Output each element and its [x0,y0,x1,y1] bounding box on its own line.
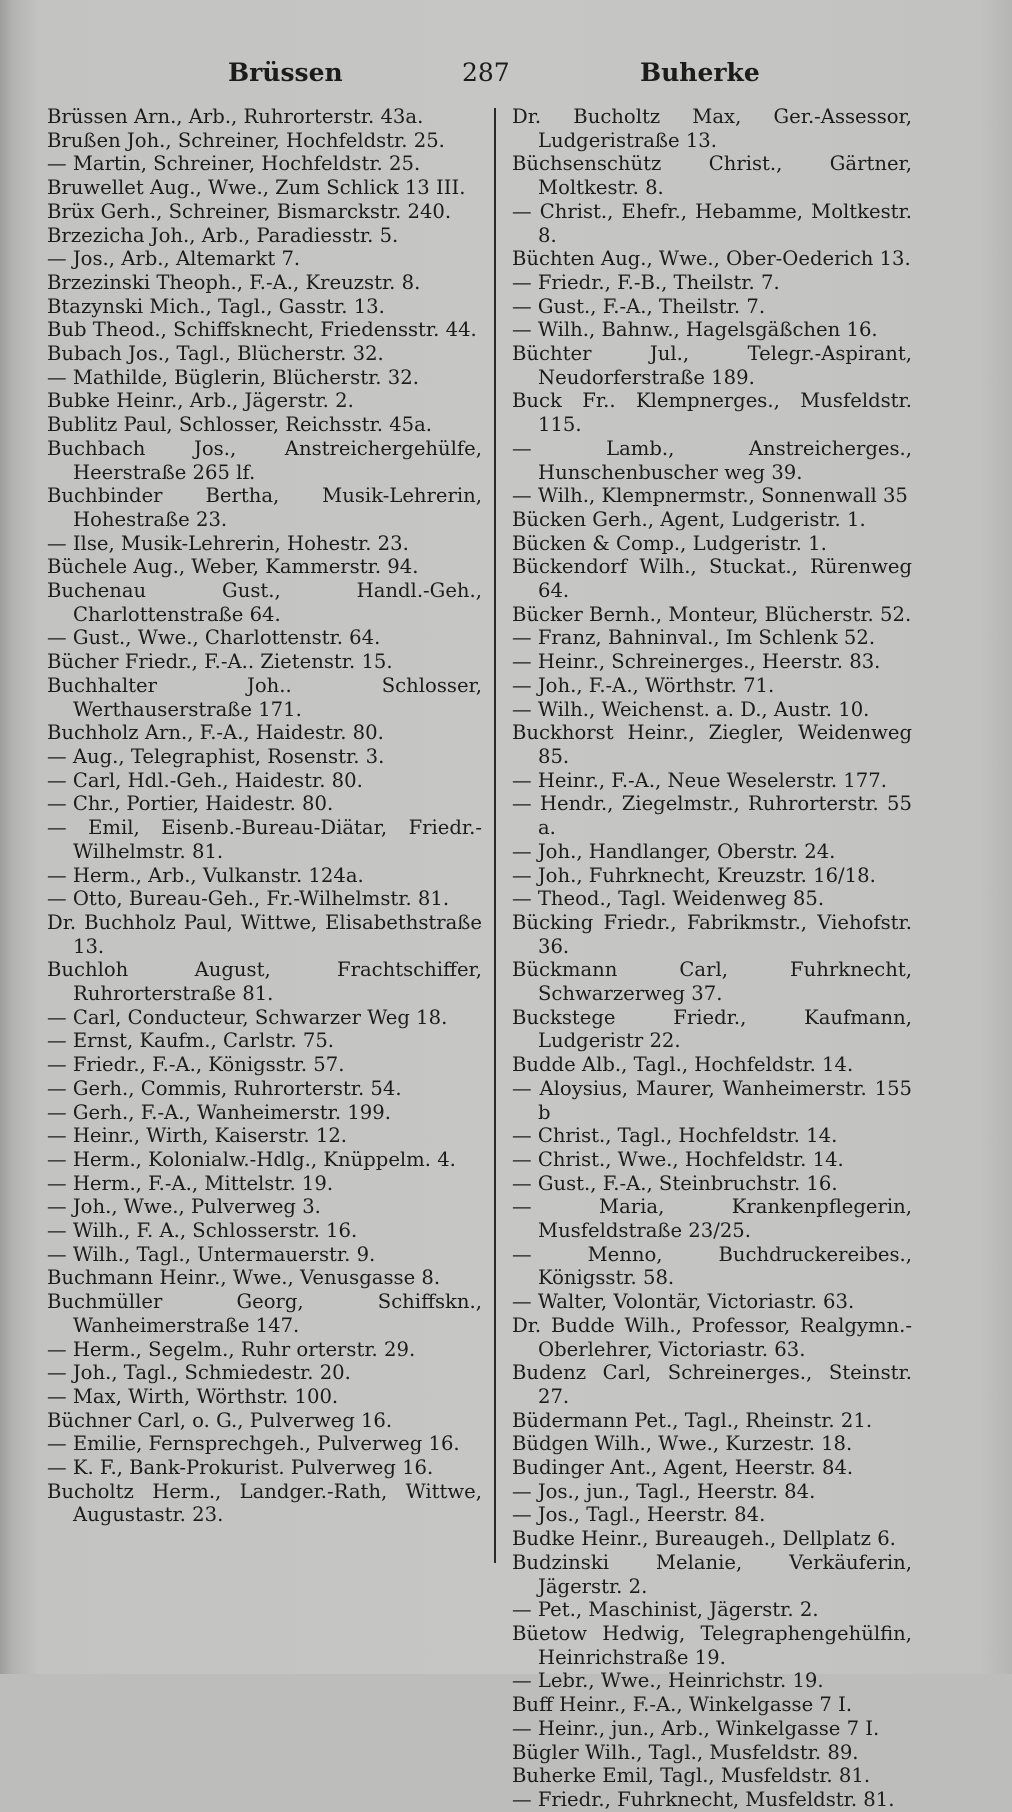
directory-entry: — Gerh., F.-A., Wanheimerstr. 199. [47,1100,391,1124]
directory-entry: — Jos., Tagl., Heerstr. 84. [512,1503,766,1527]
directory-entry: Dr. Budde Wilh., Professor, Realgymn.-Oberlehrer, Victoriastr. 63. [512,1313,912,1361]
directory-entry: — Max, Wirth, Wörthstr. 100. [47,1384,339,1408]
directory-entry: Büchele Aug., Weber, Kammerstr. 94. [47,555,419,579]
right-column [512,105,912,1812]
directory-entry: Dr. Buchholz Paul, Wittwe, Elisabethstraße 13. [47,910,482,958]
directory-entry: — Martin, Schreiner, Hochfeldstr. 25. [47,152,421,176]
directory-entry: — Pet., Maschinist, Jägerstr. 2. [512,1598,819,1622]
directory-entry: — Walter, Volontär, Victoriastr. 63. [512,1290,855,1314]
directory-entry: Büchsenschütz Christ., Gärtner, Moltkestr. 8. [512,152,912,200]
directory-entry: — Wilh., F. A., Schlosserstr. 16. [47,1219,358,1243]
directory-entry: — Jos., Arb., Altemarkt 7. [47,247,301,271]
directory-entry: — Christ., Ehefr., Hebamme, Moltkestr. 8. [512,199,912,247]
directory-entry: — Herm., Arb., Vulkanstr. 124a. [47,863,364,887]
directory-entry: Buchhalter Joh.. Schlosser, Werthauserstraße 171. [47,673,482,721]
directory-entry: Buchbinder Bertha, Musik-Lehrerin, Hohestraße 23. [47,484,482,531]
column-divider [494,108,496,1563]
directory-entry: — Aug., Telegraphist, Rosenstr. 3. [47,744,385,768]
directory-entry: Bücking Friedr., Fabrikmstr., Viehofstr. 36. [512,910,912,958]
directory-entry: Büetow Hedwig, Telegraphengehülfin, Heinrichstraße 19. [512,1622,912,1669]
directory-entry: Budde Alb., Tagl., Hochfeldstr. 14. [512,1053,854,1077]
header-right-catchword: Buherke [640,58,760,87]
directory-entry: Büdermann Pet., Tagl., Rheinstr. 21. [512,1408,873,1432]
directory-entry: Buchholz Arn., F.-A., Haidestr. 80. [47,721,384,745]
directory-entry: Büdgen Wilh., Wwe., Kurzestr. 18. [512,1432,853,1456]
directory-entry: Buchmann Heinr., Wwe., Venusgasse 8. [47,1266,441,1290]
directory-entry: — Wilh., Weichenst. a. D., Austr. 10. [512,697,870,721]
directory-entry: Buckhorst Heinr., Ziegler, Weidenweg 85. [512,721,912,768]
directory-entry: Bub Theod., Schiffsknecht, Friedensstr. 44. [47,318,477,342]
directory-entry: Bückmann Carl, Fuhrknecht, Schwarzerweg 37. [512,958,912,1006]
directory-entry: — Hendr., Ziegelmstr., Ruhrorterstr. 55 a. [512,792,912,840]
directory-entry: — Herm., Segelm., Ruhr orterstr. 29. [47,1337,416,1361]
directory-entry: — Heinr., jun., Arb., Winkelgasse 7 I. [512,1716,880,1740]
directory-entry: — Gust., F.-A., Steinbruchstr. 16. [512,1171,838,1195]
directory-entry: — Ernst, Kaufm., Carlstr. 75. [47,1029,335,1053]
left-column [47,105,482,1527]
directory-entry: — Wilh., Bahnw., Hagelsgäßchen 16. [512,318,878,342]
directory-entry: Budke Heinr., Bureaugeh., Dellplatz 6. [512,1527,896,1551]
directory-entry: — Jos., jun., Tagl., Heerstr. 84. [512,1479,816,1503]
directory-entry: — Joh., Handlanger, Oberstr. 24. [512,839,836,863]
directory-entry: — Gerh., Commis, Ruhrorterstr. 54. [47,1076,402,1100]
directory-entry: Bruwellet Aug., Wwe., Zum Schlick 13 III. [47,176,466,200]
directory-entry: — Emilie, Fernsprechgeh., Pulverweg 16. [47,1432,460,1456]
directory-entry: — Christ., Wwe., Hochfeldstr. 14. [512,1147,844,1171]
directory-entry: — Herm., Kolonialw.-Hdlg., Knüppelm. 4. [47,1147,456,1171]
directory-entry: Bubach Jos., Tagl., Blücherstr. 32. [47,342,384,366]
directory-entry: — Carl, Hdl.-Geh., Haidestr. 80. [47,768,363,792]
directory-entry: Budinger Ant., Agent, Heerstr. 84. [512,1456,854,1480]
directory-entry: — Wilh., Tagl., Untermauerstr. 9. [47,1242,376,1266]
directory-entry: Bügler Wilh., Tagl., Musfeldstr. 89. [512,1740,859,1764]
directory-entry: Buckstege Friedr., Kaufmann, Ludgeristr 22. [512,1005,912,1053]
directory-entry: — Ilse, Musik-Lehrerin, Hohestr. 23. [47,531,409,555]
directory-entry: — Joh., Wwe., Pulverweg 3. [47,1195,321,1219]
directory-entry: — Joh., F.-A., Wörthstr. 71. [512,673,775,697]
directory-entry: — K. F., Bank-Prokurist. Pulverweg 16. [47,1456,434,1480]
directory-entry: Buchloh August, Frachtschiffer, Ruhrorterstraße 81. [47,958,482,1006]
directory-entry: Bücher Friedr., F.-A.. Zietenstr. 15. [47,650,393,674]
directory-entry: — Friedr., F.-A., Königsstr. 57. [47,1053,345,1077]
directory-entry: — Friedr., F.-B., Theilstr. 7. [512,270,780,294]
directory-entry: Buherke Emil, Tagl., Musfeldstr. 81. [512,1764,871,1788]
directory-entry: Bubke Heinr., Arb., Jägerstr. 2. [47,389,354,413]
directory-entry: — Emil, Eisenb.-Bureau-Diätar, Friedr.-Wilhelmstr. 81. [47,816,482,863]
directory-entry: Buchbach Jos., Anstreichergehülfe, Heerstraße 265 lf. [47,436,482,484]
directory-entry: — Lebr., Wwe., Heinrichstr. 19. [512,1669,824,1693]
directory-entry: — Herm., F.-A., Mittelstr. 19. [47,1171,334,1195]
directory-entry: Buck Fr.. Klempnerges., Musfeldstr. 115. [512,389,912,437]
directory-entry: — Carl, Conducteur, Schwarzer Weg 18. [47,1005,448,1029]
directory-entry: Büchter Jul., Telegr.-Aspirant, Neudorferstraße 189. [512,342,912,389]
header-left-catchword: Brüssen [228,58,343,87]
directory-entry: Buchmüller Georg, Schiffskn., Wanheimerstraße 147. [47,1290,482,1337]
directory-entry: Brußen Joh., Schreiner, Hochfeldstr. 25. [47,128,445,152]
directory-entry: Btazynski Mich., Tagl., Gasstr. 13. [47,294,385,318]
directory-entry: — Menno, Buchdruckereibes., Königsstr. 58. [512,1242,912,1290]
directory-entry: Büchten Aug., Wwe., Ober-Oederich 13. [512,247,911,271]
page-number: 287 [462,58,510,87]
directory-entry: — Christ., Tagl., Hochfeldstr. 14. [512,1124,838,1148]
directory-entry: — Franz, Bahninval., Im Schlenk 52. [512,626,876,650]
directory-entry: — Heinr., F.-A., Neue Weselerstr. 177. [512,768,887,792]
directory-entry: — Joh., Tagl., Schmiedestr. 20. [47,1361,351,1385]
directory-entry: Bücken Gerh., Agent, Ludgeristr. 1. [512,507,866,531]
directory-entry: — Gust., Wwe., Charlottenstr. 64. [47,626,381,650]
directory-entry: Budzinski Melanie, Verkäuferin, Jägerstr. 2. [512,1550,912,1598]
directory-entry: — Theod., Tagl. Weidenweg 85. [512,887,825,911]
directory-entry: Budenz Carl, Schreinerges., Steinstr. 27. [512,1361,912,1408]
directory-entry: Brüssen Arn., Arb., Ruhrorterstr. 43a. [47,105,424,128]
directory-entry: Bucholtz Herm., Landger.-Rath, Wittwe, Augustastr. 23. [47,1479,482,1527]
directory-entry: — Chr., Portier, Haidestr. 80. [47,792,334,816]
directory-entry: — Lamb., Anstreicherges., Hunschenbuscher weg 39. [512,436,912,484]
directory-entry: — Friedr., Fuhrknecht, Musfeldstr. 81. [512,1787,895,1811]
directory-entry: Buchenau Gust., Handl.-Geh., Charlottenstraße 64. [47,579,482,626]
directory-entry: — Maria, Krankenpflegerin, Musfeldstraße 23/25. [512,1195,912,1243]
directory-entry: Buff Heinr., F.-A., Winkelgasse 7 I. [512,1693,853,1717]
directory-entry: — Gust., F.-A., Theilstr. 7. [512,294,766,318]
directory-entry: Bublitz Paul, Schlosser, Reichsstr. 45a. [47,413,433,437]
directory-entry: Brüx Gerh., Schreiner, Bismarckstr. 240. [47,199,452,223]
directory-entry: — Aloysius, Maurer, Wanheimerstr. 155 b [512,1076,912,1124]
directory-entry: — Wilh., Klempnermstr., Sonnenwall 35 [512,484,908,508]
directory-entry: Büchner Carl, o. G., Pulverweg 16. [47,1408,393,1432]
directory-entry: Bücker Bernh., Monteur, Blücherstr. 52. [512,602,912,626]
directory-entry: — Heinr., Schreinerges., Heerstr. 83. [512,650,881,674]
page-header [0,58,1012,92]
directory-entry: Bückendorf Wilh., Stuckat., Rürenweg 64. [512,555,912,603]
directory-entry: Brzezicha Joh., Arb., Paradiesstr. 5. [47,223,399,247]
directory-entry: — Joh., Fuhrknecht, Kreuzstr. 16/18. [512,863,876,887]
directory-entry: — Otto, Bureau-Geh., Fr.-Wilhelmstr. 81. [47,887,450,911]
directory-entry: Brzezinski Theoph., F.-A., Kreuzstr. 8. [47,270,421,294]
directory-entry: — Mathilde, Büglerin, Blücherstr. 32. [47,365,419,389]
directory-entry: Bücken & Comp., Ludgeristr. 1. [512,531,827,555]
directory-entry: Dr. Bucholtz Max, Ger.-Assessor, Ludgeristraße 13. [512,105,912,152]
directory-entry: — Heinr., Wirth, Kaiserstr. 12. [47,1124,348,1148]
